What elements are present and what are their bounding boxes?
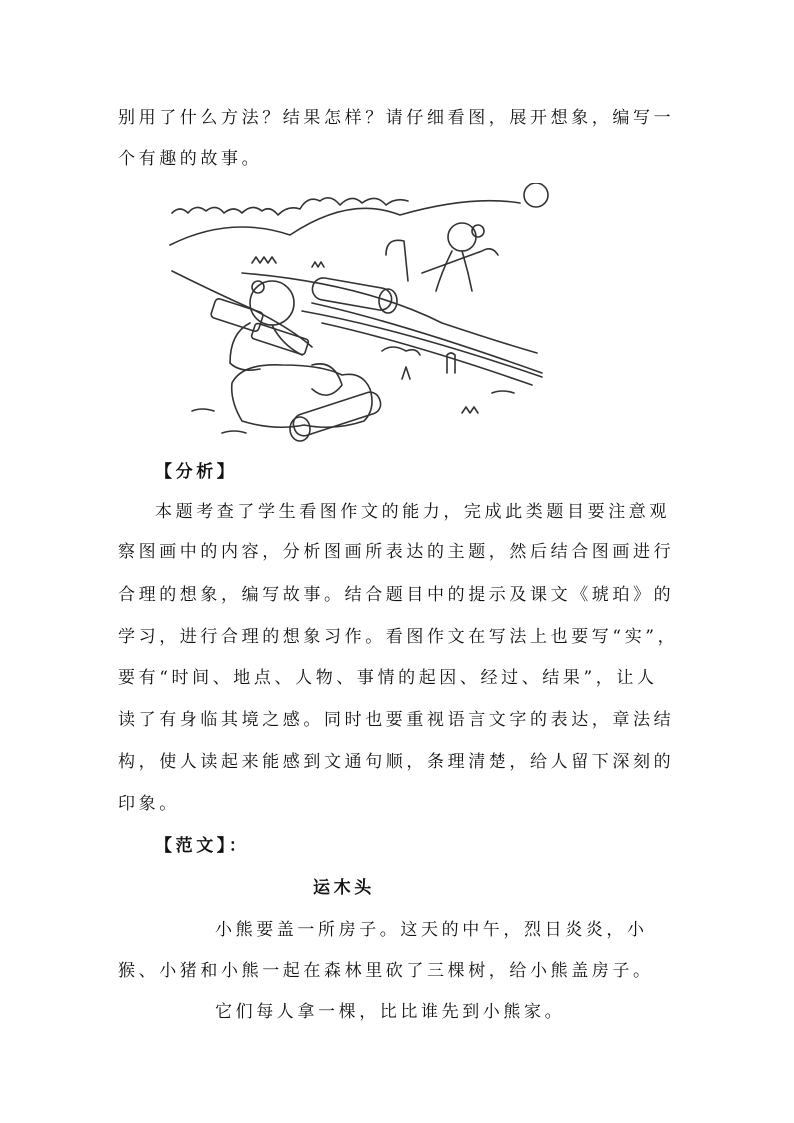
story-illustration — [162, 183, 557, 445]
essay-line-3: 它们每人拿一棵，比比谁先到小熊家。 — [215, 1002, 566, 1022]
prompt-line-2: 个有趣的故事。 — [118, 149, 263, 169]
analysis-line-8: 印象。 — [118, 794, 180, 814]
sun-icon — [524, 183, 548, 207]
analysis-line-3: 合理的想象，编写故事。结合题目中的提示及课文《琥珀》的 — [118, 585, 675, 605]
analysis-line-5: 要有“时间、地点、人物、事情的起因、经过、结果”，让人 — [118, 668, 658, 688]
analysis-line-6: 读了有身临其境之感。同时也要重视语言文字的表达，章法结 — [118, 710, 675, 730]
analysis-line-1: 本题考查了学生看图作文的能力，完成此类题目要注意观 — [155, 502, 670, 522]
model-essay-heading: 【范文】： — [155, 836, 250, 856]
essay-line-2: 猴、小猪和小熊一起在森林里砍了三棵树，给小熊盖房子。 — [118, 961, 654, 981]
analysis-heading: 【分析】 — [155, 462, 238, 482]
essay-line-1: 小熊要盖一所房子。这天的中午，烈日炎炎，小 — [215, 920, 648, 940]
analysis-line-4: 学习，进行合理的想象习作。看图作文在写法上也要写“实”， — [118, 627, 679, 647]
analysis-line-7: 构，使人读起来能感到文通句顺，条理清楚，给人留下深刻的 — [118, 752, 675, 772]
prompt-line-1: 别用了什么方法？结果怎样？请仔细看图，展开想象，编写一 — [118, 108, 675, 128]
model-essay-title: 运木头 — [313, 878, 375, 898]
analysis-line-2: 察图画中的内容，分析图画所表达的主题，然后结合图画进行 — [118, 542, 675, 562]
